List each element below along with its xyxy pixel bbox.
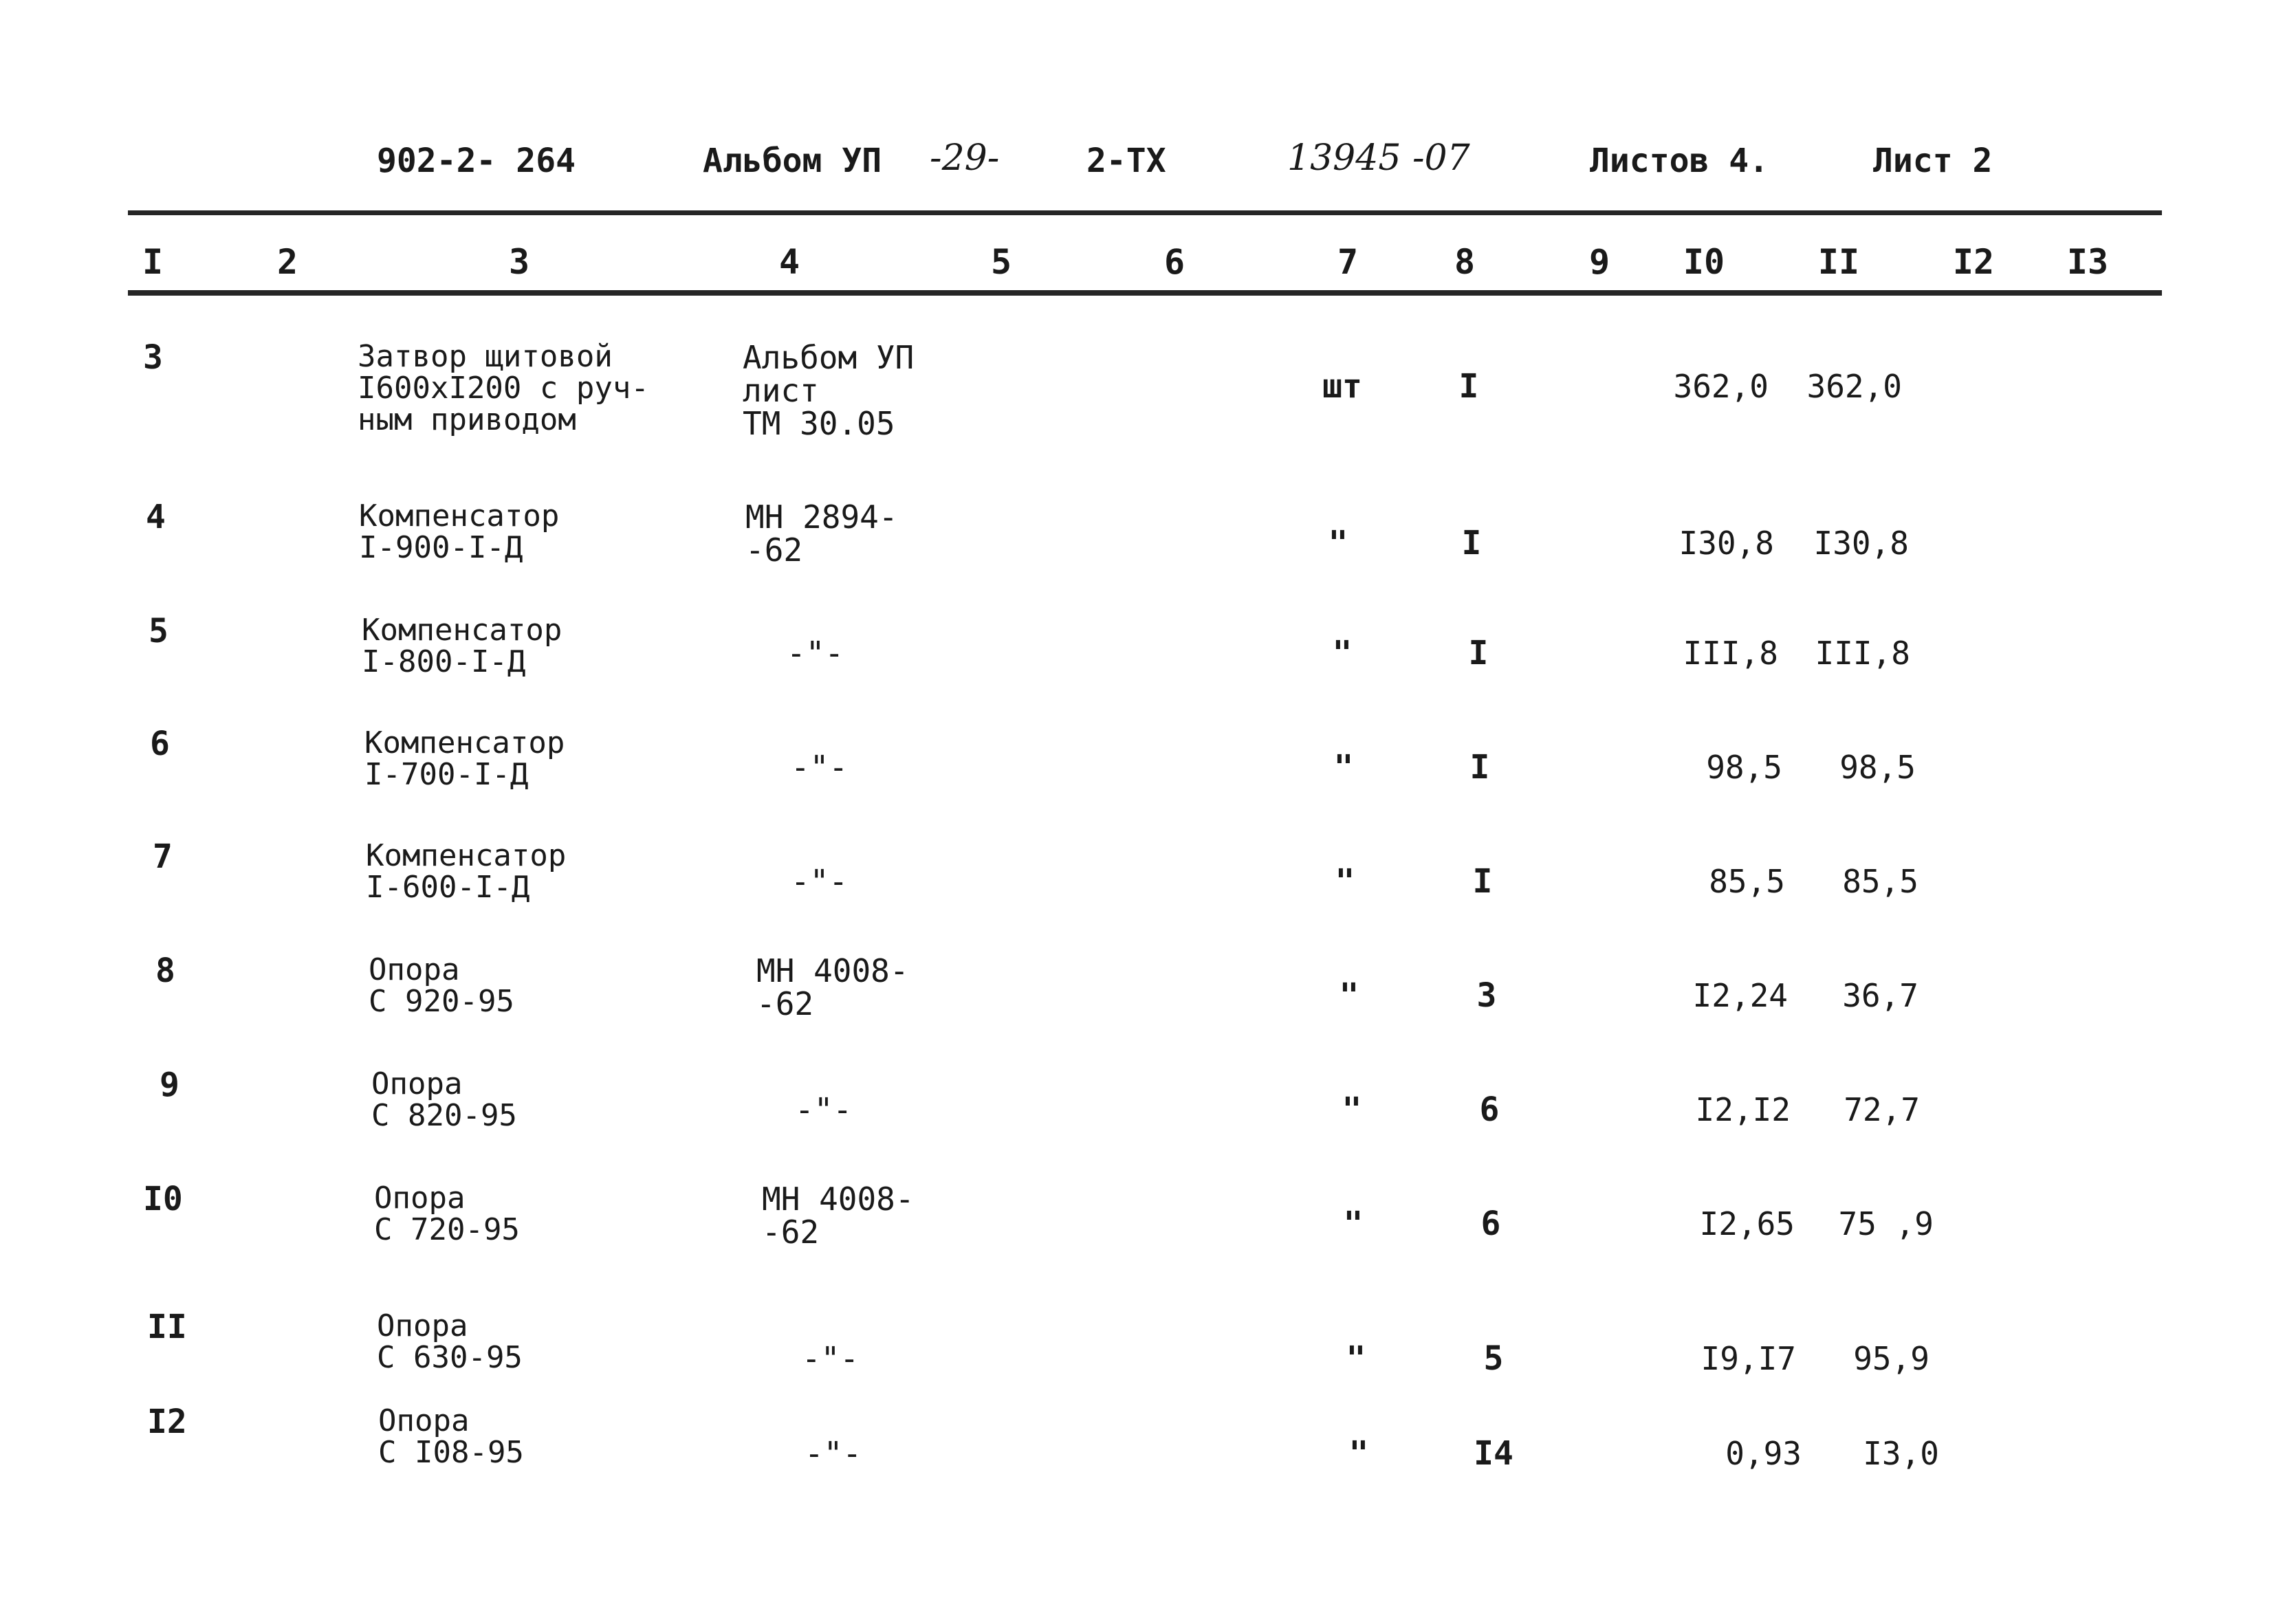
unit: " bbox=[1333, 748, 1354, 787]
column-number: I2 bbox=[1952, 242, 1995, 282]
table-row bbox=[0, 612, 2274, 697]
column-number: 5 bbox=[990, 242, 1012, 282]
table-row bbox=[0, 1405, 2274, 1488]
column-number: I0 bbox=[1683, 242, 1725, 282]
quantity: 5 bbox=[1483, 1339, 1504, 1378]
column-number: 6 bbox=[1163, 242, 1185, 282]
row-number: 3 bbox=[143, 338, 163, 377]
unit-mass: I9,I7 bbox=[1701, 1340, 1796, 1377]
row-number: II bbox=[147, 1308, 187, 1346]
item-name: Компенсатор I-800-I-Д bbox=[362, 613, 562, 679]
item-name: Опора С 630-95 bbox=[377, 1308, 523, 1375]
unit: " bbox=[1348, 1434, 1369, 1473]
total-mass: I30,8 bbox=[1813, 525, 1909, 562]
total-mass: III,8 bbox=[1815, 635, 1910, 672]
quantity: 3 bbox=[1476, 976, 1497, 1015]
total-mass: 362,0 bbox=[1806, 368, 1902, 405]
row-number: 8 bbox=[155, 952, 175, 990]
unit-mass: I2,24 bbox=[1692, 977, 1788, 1014]
total-mass: I3,0 bbox=[1863, 1435, 1939, 1472]
reference: -"- bbox=[791, 749, 849, 786]
quantity: I bbox=[1468, 634, 1489, 672]
reference: -"- bbox=[787, 635, 844, 672]
column-number: 2 bbox=[276, 242, 298, 282]
section-code: 2-ТХ bbox=[1086, 142, 1166, 180]
unit: " bbox=[1342, 1090, 1362, 1129]
total-mass: 36,7 bbox=[1842, 977, 1918, 1014]
table-row bbox=[0, 954, 2274, 1037]
header-top-rule bbox=[128, 210, 2162, 215]
row-number: 9 bbox=[160, 1066, 179, 1104]
row-number: 4 bbox=[146, 498, 166, 536]
total-mass: 95,9 bbox=[1853, 1340, 1929, 1377]
item-name: Опора С 920-95 bbox=[369, 952, 514, 1019]
table-row bbox=[0, 837, 2274, 923]
quantity: I bbox=[1469, 748, 1490, 787]
page-number: -29- bbox=[930, 138, 1000, 179]
column-number: 3 bbox=[508, 242, 530, 282]
quantity: I4 bbox=[1474, 1434, 1513, 1473]
quantity: I bbox=[1458, 367, 1479, 406]
row-number: 7 bbox=[153, 837, 173, 876]
header-bottom-rule bbox=[128, 290, 2162, 296]
table-row bbox=[0, 1310, 2274, 1393]
sheet-number: Лист 2 bbox=[1873, 142, 1993, 180]
item-name: Компенсатор I-700-I-Д bbox=[364, 725, 565, 792]
quantity: I bbox=[1461, 524, 1482, 562]
total-mass: 85,5 bbox=[1842, 863, 1918, 900]
table-row bbox=[0, 498, 2274, 583]
reference: -"- bbox=[802, 1340, 860, 1377]
row-number: 5 bbox=[149, 612, 168, 650]
unit-mass: 85,5 bbox=[1709, 863, 1785, 900]
unit-mass: I2,65 bbox=[1699, 1205, 1795, 1242]
sheets-total: Листов 4. bbox=[1590, 142, 1769, 180]
unit: " bbox=[1328, 524, 1348, 562]
item-name: Затвор щитовой I600xI200 с руч- ным приводом bbox=[358, 339, 649, 437]
quantity: 6 bbox=[1480, 1205, 1501, 1243]
total-mass: 98,5 bbox=[1839, 749, 1916, 786]
row-number: 6 bbox=[150, 725, 170, 763]
row-number: I2 bbox=[147, 1403, 187, 1441]
unit: " bbox=[1332, 634, 1353, 672]
reference: -"- bbox=[791, 863, 849, 900]
total-mass: 75 ,9 bbox=[1838, 1205, 1934, 1242]
album-label: Альбом УП bbox=[703, 142, 882, 180]
unit-mass: III,8 bbox=[1683, 635, 1778, 672]
item-name: Компенсатор I-600-I-Д bbox=[366, 838, 567, 905]
item-name: Опора С 820-95 bbox=[371, 1066, 517, 1133]
column-number: 8 bbox=[1454, 242, 1476, 282]
unit-mass: I30,8 bbox=[1679, 525, 1774, 562]
column-number: 4 bbox=[778, 242, 800, 282]
unit: " bbox=[1335, 862, 1355, 901]
table-row bbox=[0, 1180, 2274, 1265]
unit: " bbox=[1346, 1339, 1366, 1378]
unit-mass: 0,93 bbox=[1725, 1435, 1802, 1472]
unit: " bbox=[1343, 1205, 1364, 1243]
reference: МН 2894- -62 bbox=[745, 498, 898, 569]
column-number: I3 bbox=[2066, 242, 2109, 282]
total-mass: 72,7 bbox=[1844, 1091, 1920, 1128]
item-name: Опора С 720-95 bbox=[374, 1181, 520, 1247]
document-code: 902-2- 264 bbox=[377, 142, 576, 180]
row-number: I0 bbox=[143, 1180, 183, 1218]
reference: -"- bbox=[805, 1435, 862, 1472]
item-name: Компенсатор I-900-I-Д bbox=[359, 498, 560, 565]
table-row bbox=[0, 727, 2274, 810]
unit-mass: 362,0 bbox=[1673, 368, 1769, 405]
quantity: I bbox=[1472, 862, 1493, 901]
item-name: Опора С I08-95 bbox=[378, 1403, 524, 1470]
table-row bbox=[0, 338, 2274, 442]
reference: МН 4008- -62 bbox=[756, 952, 909, 1022]
column-number: II bbox=[1817, 242, 1860, 282]
inventory-number: 13945 -07 bbox=[1287, 138, 1470, 179]
unit-mass: 98,5 bbox=[1706, 749, 1782, 786]
reference: МН 4008- -62 bbox=[762, 1181, 915, 1251]
quantity: 6 bbox=[1479, 1090, 1500, 1129]
table-row bbox=[0, 1068, 2274, 1151]
column-number: 9 bbox=[1588, 242, 1610, 282]
column-number: 7 bbox=[1337, 242, 1359, 282]
unit-mass: I2,I2 bbox=[1695, 1091, 1791, 1128]
reference: -"- bbox=[795, 1091, 853, 1128]
unit: " bbox=[1339, 976, 1359, 1015]
unit: шт bbox=[1322, 367, 1362, 406]
reference: Альбом УП лист ТМ 30.05 bbox=[743, 339, 915, 442]
column-number: I bbox=[142, 242, 164, 282]
